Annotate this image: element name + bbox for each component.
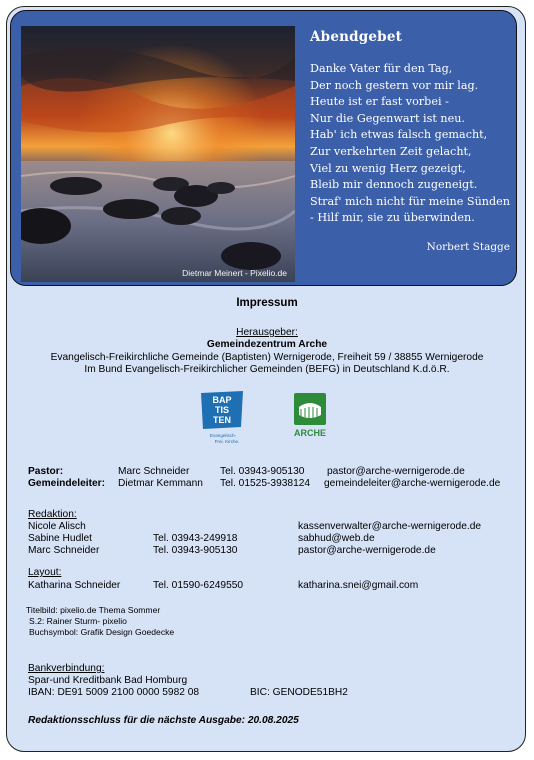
leader-label: Gemeindeleiter: <box>28 478 105 489</box>
bank-bic: BIC: GENODE51BH2 <box>250 687 348 698</box>
poem-author: Norbert Stagge <box>426 240 510 253</box>
baptisten-logo-text-3: TEN <box>213 415 231 425</box>
photo-credit: Dietmar Meinert - Pixelio.de <box>182 268 287 278</box>
leader-email[interactable]: gemeindeleiter@arche-wernigerode.de <box>324 478 501 489</box>
redaktion-email-2[interactable]: sabhud@web.de <box>298 533 375 544</box>
arche-logo <box>290 391 330 441</box>
poem-line: Danke Vater für den Tag, <box>310 62 453 75</box>
baptisten-logo-tag-1: Evangelisch- <box>209 433 237 438</box>
publisher-name: Gemeindezentrum Arche <box>206 339 328 351</box>
pastor-phone: Tel. 03943-905130 <box>220 466 305 477</box>
poem-title: Abendgebet <box>310 29 403 45</box>
bank-iban: IBAN: DE91 5009 2100 0000 5982 08 <box>28 687 200 698</box>
baptisten-logo-text-1: BAP <box>212 395 232 405</box>
credit-line: Buchsymbol: Grafik Design Goedecke <box>29 627 175 637</box>
poem-line: - Hilf mir, sie zu überwinden. <box>310 211 475 225</box>
redaktion-name-2: Sabine Hudlet <box>28 533 93 544</box>
deadline-note: Redaktionsschluss für die nächste Ausgabe: 20.08.2025 <box>28 715 299 726</box>
bank-label: Bankverbindung: <box>28 663 105 674</box>
bank-name: Spar-und Kreditbank Bad Homburg <box>28 675 188 686</box>
baptisten-logo <box>197 389 257 447</box>
impressum-title-row <box>0 297 534 309</box>
sunset-photo <box>21 26 295 282</box>
credit-line: Titelbild: pixelio.de Thema Sommer <box>26 605 161 615</box>
redaktion-name-1: Nicole Alisch <box>28 521 86 532</box>
pastor-label: Pastor: <box>28 466 64 477</box>
layout-name: Katharina Schneider <box>28 580 121 591</box>
leader-name: Dietmar Kemmann <box>118 478 203 489</box>
poem-line: Hab' ich etwas falsch gemacht, <box>310 128 488 142</box>
poem-line: Straf' mich nicht für meine Sünden <box>310 194 510 208</box>
publisher-label: Herausgeber: <box>236 327 298 338</box>
arche-logo-label: ARCHE <box>293 428 327 438</box>
baptisten-logo-text-2: TIS <box>214 405 230 415</box>
layout-email[interactable]: katharina.snei@gmail.com <box>298 580 419 591</box>
poem-line: Heute ist er fast vorbei - <box>310 95 449 109</box>
redaktion-phone-3: Tel. 03943-905130 <box>153 545 238 556</box>
poem-line: Nur die Gegenwart ist neu. <box>310 111 465 125</box>
publisher-union: Im Bund Evangelisch-Freikirchlicher Gemeinden (BEFG) in Deutschland K.d.ö.R. <box>84 363 450 375</box>
header-panel <box>10 10 517 286</box>
publisher-address: Evangelisch-Freikirchliche Gemeinde (Baptisten) Wernigerode, Freiheit 59 / 38855 Wernigerode <box>50 351 484 363</box>
poem-line: Zur verkehrten Zeit gelacht, <box>310 144 472 158</box>
redaktion-name-3: Marc Schneider <box>28 545 100 556</box>
redaktion-phone-2: Tel. 03943-249918 <box>153 533 238 544</box>
leader-phone: Tel. 01525-3938124 <box>220 478 311 489</box>
poem <box>310 29 510 253</box>
baptisten-logo-tag-2: Frei. Kirche. <box>214 439 240 444</box>
layout-label: Layout: <box>28 567 62 578</box>
publisher-block <box>0 327 534 376</box>
redaktion-email-1[interactable]: kassenverwalter@arche-wernigerode.de <box>298 521 482 532</box>
pastor-name: Marc Schneider <box>118 466 190 477</box>
poem-line: Viel zu wenig Herz gezeigt, <box>310 161 466 175</box>
poem-line: Bleib mir dennoch zugeneigt. <box>310 178 478 192</box>
poem-line: Der noch gestern vor mir lag. <box>310 78 479 92</box>
impressum-title: Impressum <box>236 297 298 309</box>
redaktion-email-3[interactable]: pastor@arche-wernigerode.de <box>298 545 436 556</box>
redaktion-label: Redaktion: <box>28 509 77 520</box>
pastor-email[interactable]: pastor@arche-wernigerode.de <box>327 466 465 477</box>
layout-phone: Tel. 01590-6249550 <box>153 580 244 591</box>
credit-line: S.2: Rainer Sturm- pixelio <box>29 616 127 626</box>
